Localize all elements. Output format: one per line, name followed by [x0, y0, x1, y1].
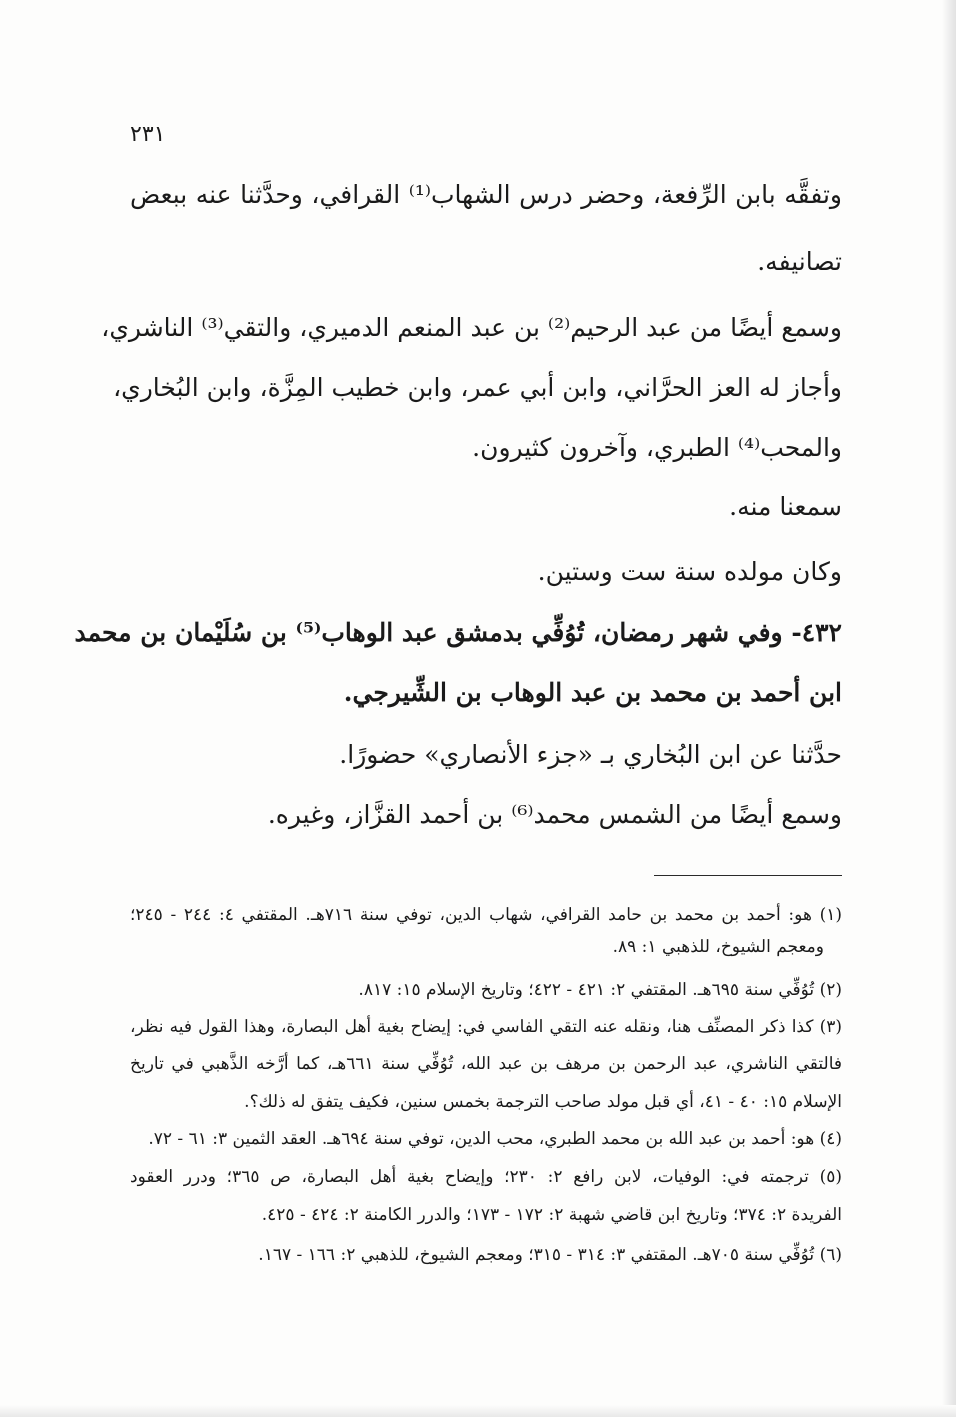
main-line-7: وكان مولده سنة ست وستين. [537, 557, 842, 586]
footnote-line-2: ومعجم الشيوخ، للذهبي ١: ٨٩. [612, 937, 824, 957]
main-line-10: حدَّثنا عن ابن البُخاري بـ «جزء الأنصاري» حضورًا. [339, 740, 842, 769]
footnote-line-5: فالتقي الناشري، عبد الرحمن بن مرهف بن عبد الله، تُوُفِّي سنة ٦٦١هـ، كما أرَّخه الذَّهبي في تاريخ [130, 1054, 843, 1074]
page-number: ٢٣١ [130, 122, 166, 147]
main-line-3: وسمع أيضًا من عبد الرحيم⁽²⁾ بن عبد المنعم الدميري، والتقي⁽³⁾ الناشري، [101, 313, 842, 342]
footnote-line-4: (٣) كذا ذكر المصنِّف هنا، ونقله عنه التقي الفاسي في: إيضاح بغية أهل البصارة، وهذا القول فيه نظر، [130, 1017, 842, 1037]
main-line-1: وتفقَّه بابن الرِّفعة، وحضر درس الشهاب⁽¹⁾ القرافي، وحدَّثنا عنه ببعض [130, 180, 842, 209]
main-line-4: وأجاز له العز الحرَّاني، وابن أبي عمر، وابن خطيب المِزَّة، وابن البُخاري، [113, 373, 842, 402]
footnote-line-6: الإسلام ١٥: ٤٠ - ٤١، أي قبل مولد صاحب الترجمة بخمس سنين، فكيف يتفق له ذلك؟. [244, 1092, 842, 1112]
scan-edge-bottom [0, 1405, 956, 1417]
footnote-line-1: (١) هو: أحمد بن محمد بن حامد القرافي، شهاب الدين، توفي سنة ٧١٦هـ. المقتفي ٤: ٢٤٤ - ٢٤٥؛ [130, 905, 842, 925]
footnote-divider [654, 875, 842, 876]
main-line-5: والمحب⁽⁴⁾ الطبري، وآخرون كثيرون. [472, 433, 842, 462]
main-line-2: تصانيفه. [757, 247, 842, 276]
scan-edge-right [942, 0, 956, 1417]
main-line-6: سمعنا منه. [729, 492, 842, 521]
footnote-line-10: (٦) تُوُفِّي سنة ٧٠٥هـ. المقتفي ٣: ٣١٤ - ٣١٥؛ ومعجم الشيوخ، للذهبي ٢: ١٦٦ - ١٦٧. [258, 1245, 842, 1265]
entry-heading-line-2: ابن أحمد بن محمد بن عبد الوهاب بن الشِّيرجي. [343, 678, 842, 707]
footnote-line-3: (٢) تُوُفِّي سنة ٦٩٥هـ. المقتفي ٢: ٤٢١ - ٤٢٢؛ وتاريخ الإسلام ١٥: ٨١٧. [358, 980, 842, 1000]
main-line-11: وسمع أيضًا من الشمس محمد⁽⁶⁾ بن أحمد القزَّاز، وغيره. [267, 800, 842, 829]
footnote-line-7: (٤) هو: أحمد بن عبد الله بن محمد الطبري، محب الدين، توفي سنة ٦٩٤هـ. العقد الثمين ٣: ٦١ - ٧٢. [148, 1129, 842, 1149]
entry-heading-line-1: ٤٣٢- وفي شهر رمضان، تُوُفِّي بدمشق عبد الوهاب⁽⁵⁾ بن سُلَيْمان بن محمد [74, 618, 842, 647]
footnote-line-8: (٥) ترجمته في: الوفيات، لابن رافع ٢: ٢٣٠؛ وإيضاح بغية أهل البصارة، ص ٣٦٥؛ ودرر العقود [130, 1167, 842, 1187]
footnote-line-9: الفريدة ٢: ٣٧٤؛ وتاريخ ابن قاضي شهبة ٢: ١٧٢ - ١٧٣؛ والدرر الكامنة ٢: ٤٢٤ - ٤٢٥. [261, 1205, 842, 1225]
